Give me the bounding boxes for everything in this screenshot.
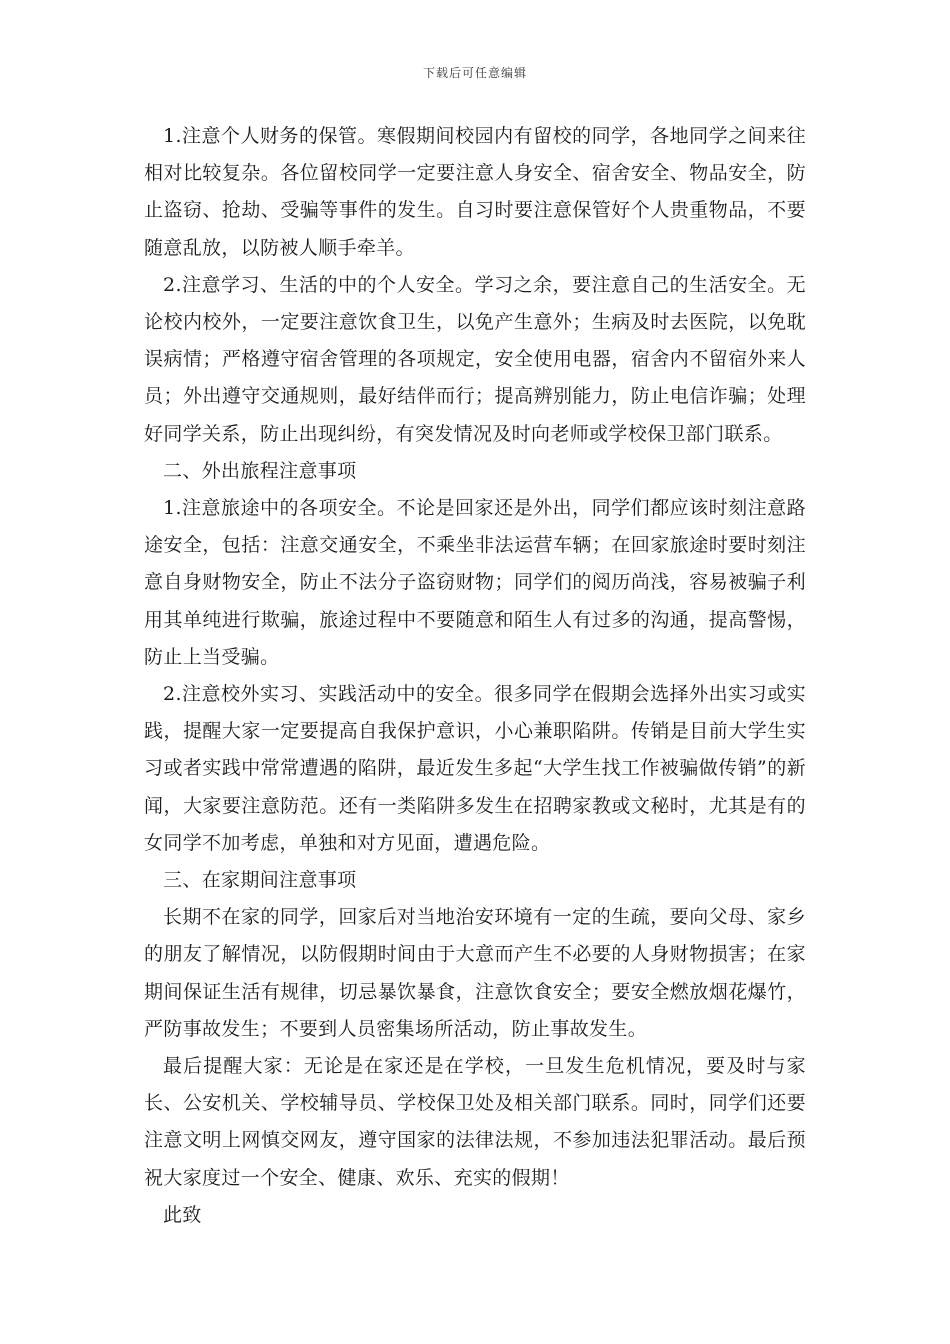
paragraph-travel-safety: 1.注意旅途中的各项安全。不论是回家还是外出，同学们都应该时刻注意路途安全，包括：注意交通安全，不乘坐非法运营车辆；在回家旅途时要时刻注意自身财物安全，防止不法分子盗窃财物；同学们的阅历尚浅，容易被骗子利用其单纯进行欺骗，旅途过程中不要随意和陌生人有过多的沟通，提高警惕，防止上当受骗。 (144, 497, 806, 668)
paragraph-home-safety: 长期不在家的同学，回家后对当地治安环境有一定的生疏，要向父母、家乡的朋友了解情况，以防假期时间由于大意而产生不必要的人身财物损害；在家期间保证生活有规律，切忌暴饮暴食，注意饮食安全；要安全燃放烟花爆竹，严防事故发生；不要到人员密集场所活动，防止事故发生。 (144, 906, 806, 1040)
paragraph-personal-finance: 1.注意个人财务的保管。寒假期间校园内有留校的同学，各地同学之间来往相对比较复杂。各位留校同学一定要注意人身安全、宿舍安全、物品安全，防止盗窃、抢劫、受骗等事件的发生。自习时要注意保管好个人贵重物品，不要随意乱放，以防被人顺手牵羊。 (144, 125, 806, 259)
paragraph-personal-safety: 2.注意学习、生活的中的个人安全。学习之余，要注意自己的生活安全。无论校内校外，一定要注意饮食卫生，以免产生意外；生病及时去医院，以免耽误病情；严格遵守宿舍管理的各项规定，安全使用电器，宿舍内不留宿外来人员；外出遵守交通规则，最好结伴而行；提高辨别能力，防止电信诈骗；处理好同学关系，防止出现纠纷，有突发情况及时向老师或学校保卫部门联系。 (144, 273, 806, 445)
document-body (144, 118, 806, 1234)
section-heading-travel: 二、外出旅程注意事项 (163, 459, 357, 482)
paragraph-internship-safety: 2.注意校外实习、实践活动中的安全。很多同学在假期会选择外出实习或实践，提醒大家一定要提高自我保护意识，小心兼职陷阱。传销是目前大学生实习或者实践中常常遭遇的陷阱，最近发生多起“大学生找工作被骗做传销”的新闻，大家要注意防范。还有一类陷阱多发生在招聘家教或文秘时，尤其是有的女同学不加考虑，单独和对方见面，遭遇危险。 (144, 683, 806, 854)
paragraph-final-reminder: 最后提醒大家：无论是在家还是在学校，一旦发生危机情况，要及时与家长、公安机关、学校辅导员、学校保卫处及相关部门联系。同时，同学们还要注意文明上网慎交网友，遵守国家的法律法规，不参加违法犯罪活动。最后预祝大家度过一个安全、健康、欢乐、充实的假期！ (144, 1055, 806, 1189)
header-note: 下载后可任意编辑 (422, 66, 527, 80)
section-heading-home: 三、在家期间注意事项 (163, 869, 357, 892)
closing-salutation: 此致 (163, 1203, 202, 1226)
